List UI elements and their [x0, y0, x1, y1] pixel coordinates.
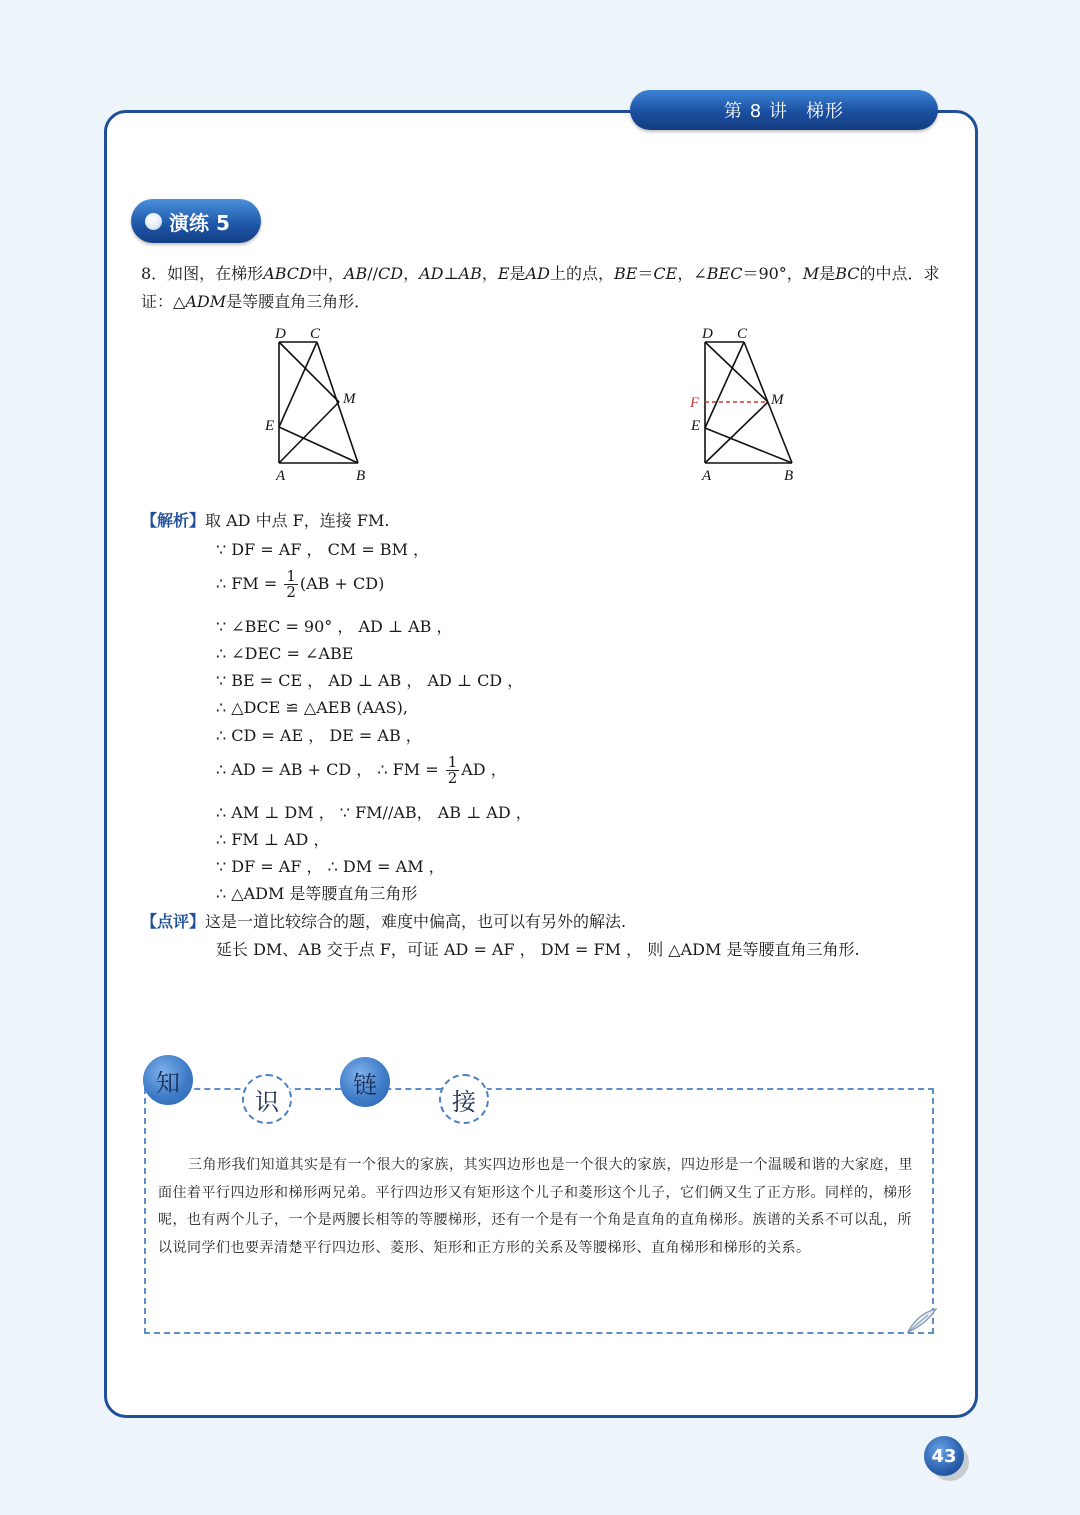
solution-line: ∵ DF = AF ， ∴ DM = AM ， [216, 857, 445, 876]
problem-statement: 8．如图，在梯形ABCD中，AB//CD，AD⊥AB，E是AD上的点，BE＝CE，∠BEC＝90°，M是BC的中点．求证：△ADM是等腰直角三角形． [141, 264, 940, 311]
section-title-pill [131, 199, 261, 243]
segment-eb [279, 427, 358, 463]
solution-line: ∴ FM ⊥ AD ， [216, 830, 330, 849]
segment-am [279, 402, 339, 463]
label-a: A [702, 468, 712, 484]
segment-dm [705, 342, 768, 402]
label-a: A [276, 468, 286, 484]
label-d: D [702, 326, 713, 342]
solution-line: ∵ DF = AF ， CM = BM ， [216, 540, 430, 559]
comment-line: 【点评】这是一道比较综合的题，难度中偏高，也可以有另外的解法. [141, 912, 627, 931]
segment-eb [705, 428, 792, 463]
figure-trapezoid [262, 320, 382, 490]
label-m: M [343, 391, 356, 407]
solution-line: 取 AD 中点 F，连接 FM. [205, 511, 390, 530]
comment-line: 延长 DM、AB 交于点 F，可证 AD = AF ， DM = FM ， 则 △ADM 是等腰直角三角形. [216, 940, 860, 959]
label-e: E [265, 418, 275, 434]
solution-line-fraction: ∴ FM = $\frac{1}{2}$ (AB + CD) [216, 567, 385, 601]
solution-line: ∴ CD = AE ， DE = AB ， [216, 726, 422, 745]
segment-dm [279, 342, 339, 402]
label-b: B [784, 468, 794, 484]
knowledge-badge: 知 [143, 1055, 193, 1105]
solution-line: ∴ ∠DEC = ∠ABE [216, 644, 354, 663]
knowledge-text: 三角形我们知道其实是有一个很大的家族，其实四边形也是一个很大的家族，四边形是一个温暖和谐的大家庭，里面住着平行四边形和梯形两兄弟。平行四边形又有矩形这个儿子和菱形这个儿子，它们俩又生了正方形。同样的，梯形呢，也有两个儿子，一个是两腰长相等的等腰梯形，还有一个是有一个角是直角的直角梯形。族谱的关系不可以乱，所以说同学们也要弄清楚平行四边形、菱形、矩形和正方形的关系及等腰梯形、直角梯形和梯形的关系。 [158, 1157, 913, 1256]
solution-line: ∵ ∠BEC = 90° ， AD ⊥ AB ， [216, 617, 453, 636]
section-title: 演练 5 [169, 210, 230, 235]
solution-line: ∴ AM ⊥ DM ， ∵ FM//AB， AB ⊥ AD ， [216, 803, 532, 822]
label-c: C [737, 326, 748, 342]
label-f: F [690, 395, 700, 411]
solution-heading-line [141, 507, 389, 534]
solution-line: ∵ BE = CE ， AD ⊥ AB ， AD ⊥ CD ， [216, 671, 524, 690]
knowledge-badge: 接 [439, 1074, 489, 1124]
solution-line-fraction: ∴ AD = AB + CD ， ∴ FM = $\frac{1}{2}$ AD ， [216, 753, 507, 787]
chapter-header [630, 90, 938, 130]
figure-trapezoid-with-midline [686, 320, 806, 490]
label-d: D [275, 326, 286, 342]
bullet-dot-icon [145, 213, 162, 230]
segment-ec [705, 342, 744, 428]
solution-line: ∴ △DCE ≌ △AEB (AAS), [216, 698, 408, 717]
fraction-half: $\frac{1}{2}$ [447, 753, 458, 787]
chapter-topic: 梯形 [805, 101, 844, 122]
page-number: 43 [924, 1436, 964, 1476]
chapter-lecture: 第 8 讲 [724, 101, 788, 122]
label-c: C [310, 326, 321, 342]
segment-ec [279, 342, 317, 427]
solution-line: ∴ △ADM 是等腰直角三角形 [216, 884, 418, 903]
comment-heading: 【点评】 [141, 912, 206, 931]
fraction-half: $\frac{1}{2}$ [286, 567, 296, 601]
label-b: B [356, 468, 366, 484]
label-m: M [771, 392, 784, 408]
solution-heading: 【解析】 [141, 511, 206, 530]
knowledge-badge: 识 [242, 1074, 292, 1124]
knowledge-badge: 链 [340, 1057, 390, 1107]
label-e: E [691, 418, 701, 434]
leaf-icon [904, 1306, 938, 1336]
